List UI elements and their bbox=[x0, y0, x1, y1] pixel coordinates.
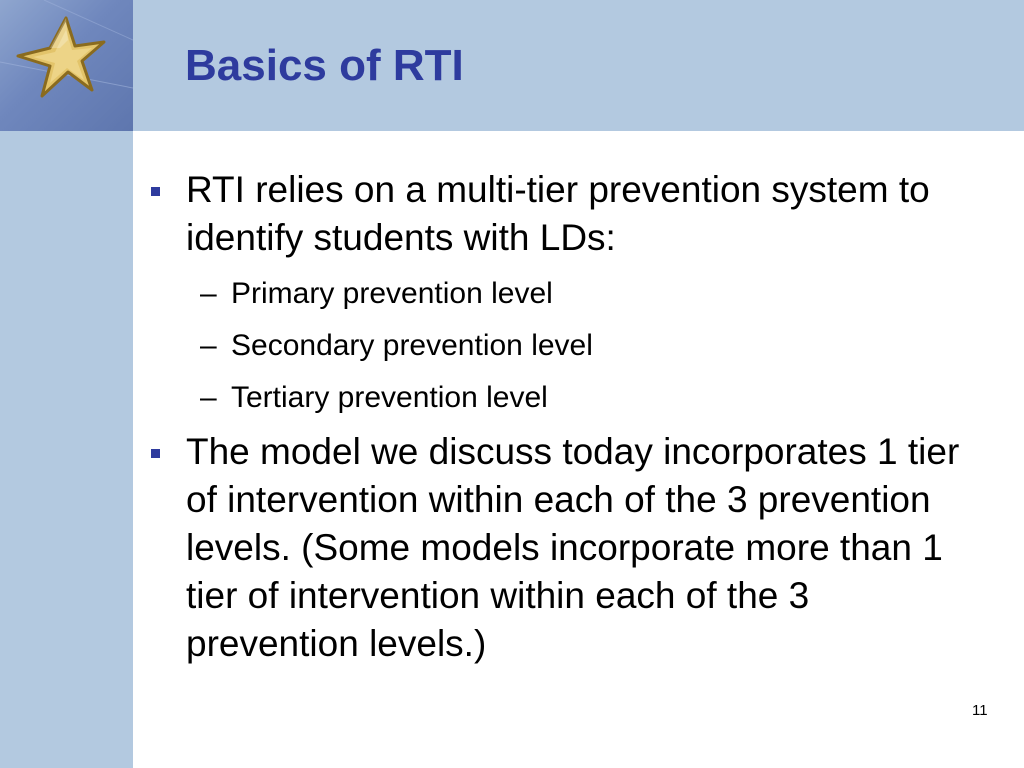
sub-bullet-item bbox=[148, 320, 988, 372]
star-icon bbox=[0, 0, 133, 131]
bullet-item bbox=[148, 428, 988, 668]
sub-bullet-text: Tertiary prevention level bbox=[231, 381, 548, 414]
logo-box bbox=[0, 0, 133, 131]
bullet-text: The model we discuss today incorporates 1 tier of intervention within each of the 3 prevention levels. (Some models incorporate more than 1 tier of intervention within each of the 3 prevention levels.) bbox=[186, 431, 960, 664]
slide-content bbox=[148, 166, 988, 668]
dash-marker: – bbox=[200, 381, 217, 414]
header-band bbox=[0, 0, 1024, 131]
slide-number: 11 bbox=[972, 702, 988, 719]
sub-bullet-item bbox=[148, 372, 988, 424]
sub-bullet-list bbox=[148, 268, 988, 424]
dash-marker: – bbox=[200, 329, 217, 362]
square-bullet-icon bbox=[151, 187, 160, 196]
sub-bullet-text: Secondary prevention level bbox=[231, 329, 593, 362]
bullet-item bbox=[148, 166, 988, 262]
sub-bullet-item bbox=[148, 268, 988, 320]
square-bullet-icon bbox=[151, 449, 160, 458]
sub-bullet-text: Primary prevention level bbox=[231, 277, 553, 310]
dash-marker: – bbox=[200, 277, 217, 310]
slide-title: Basics of RTI bbox=[185, 41, 464, 90]
bullet-text: RTI relies on a multi-tier prevention system to identify students with LDs: bbox=[186, 169, 930, 258]
